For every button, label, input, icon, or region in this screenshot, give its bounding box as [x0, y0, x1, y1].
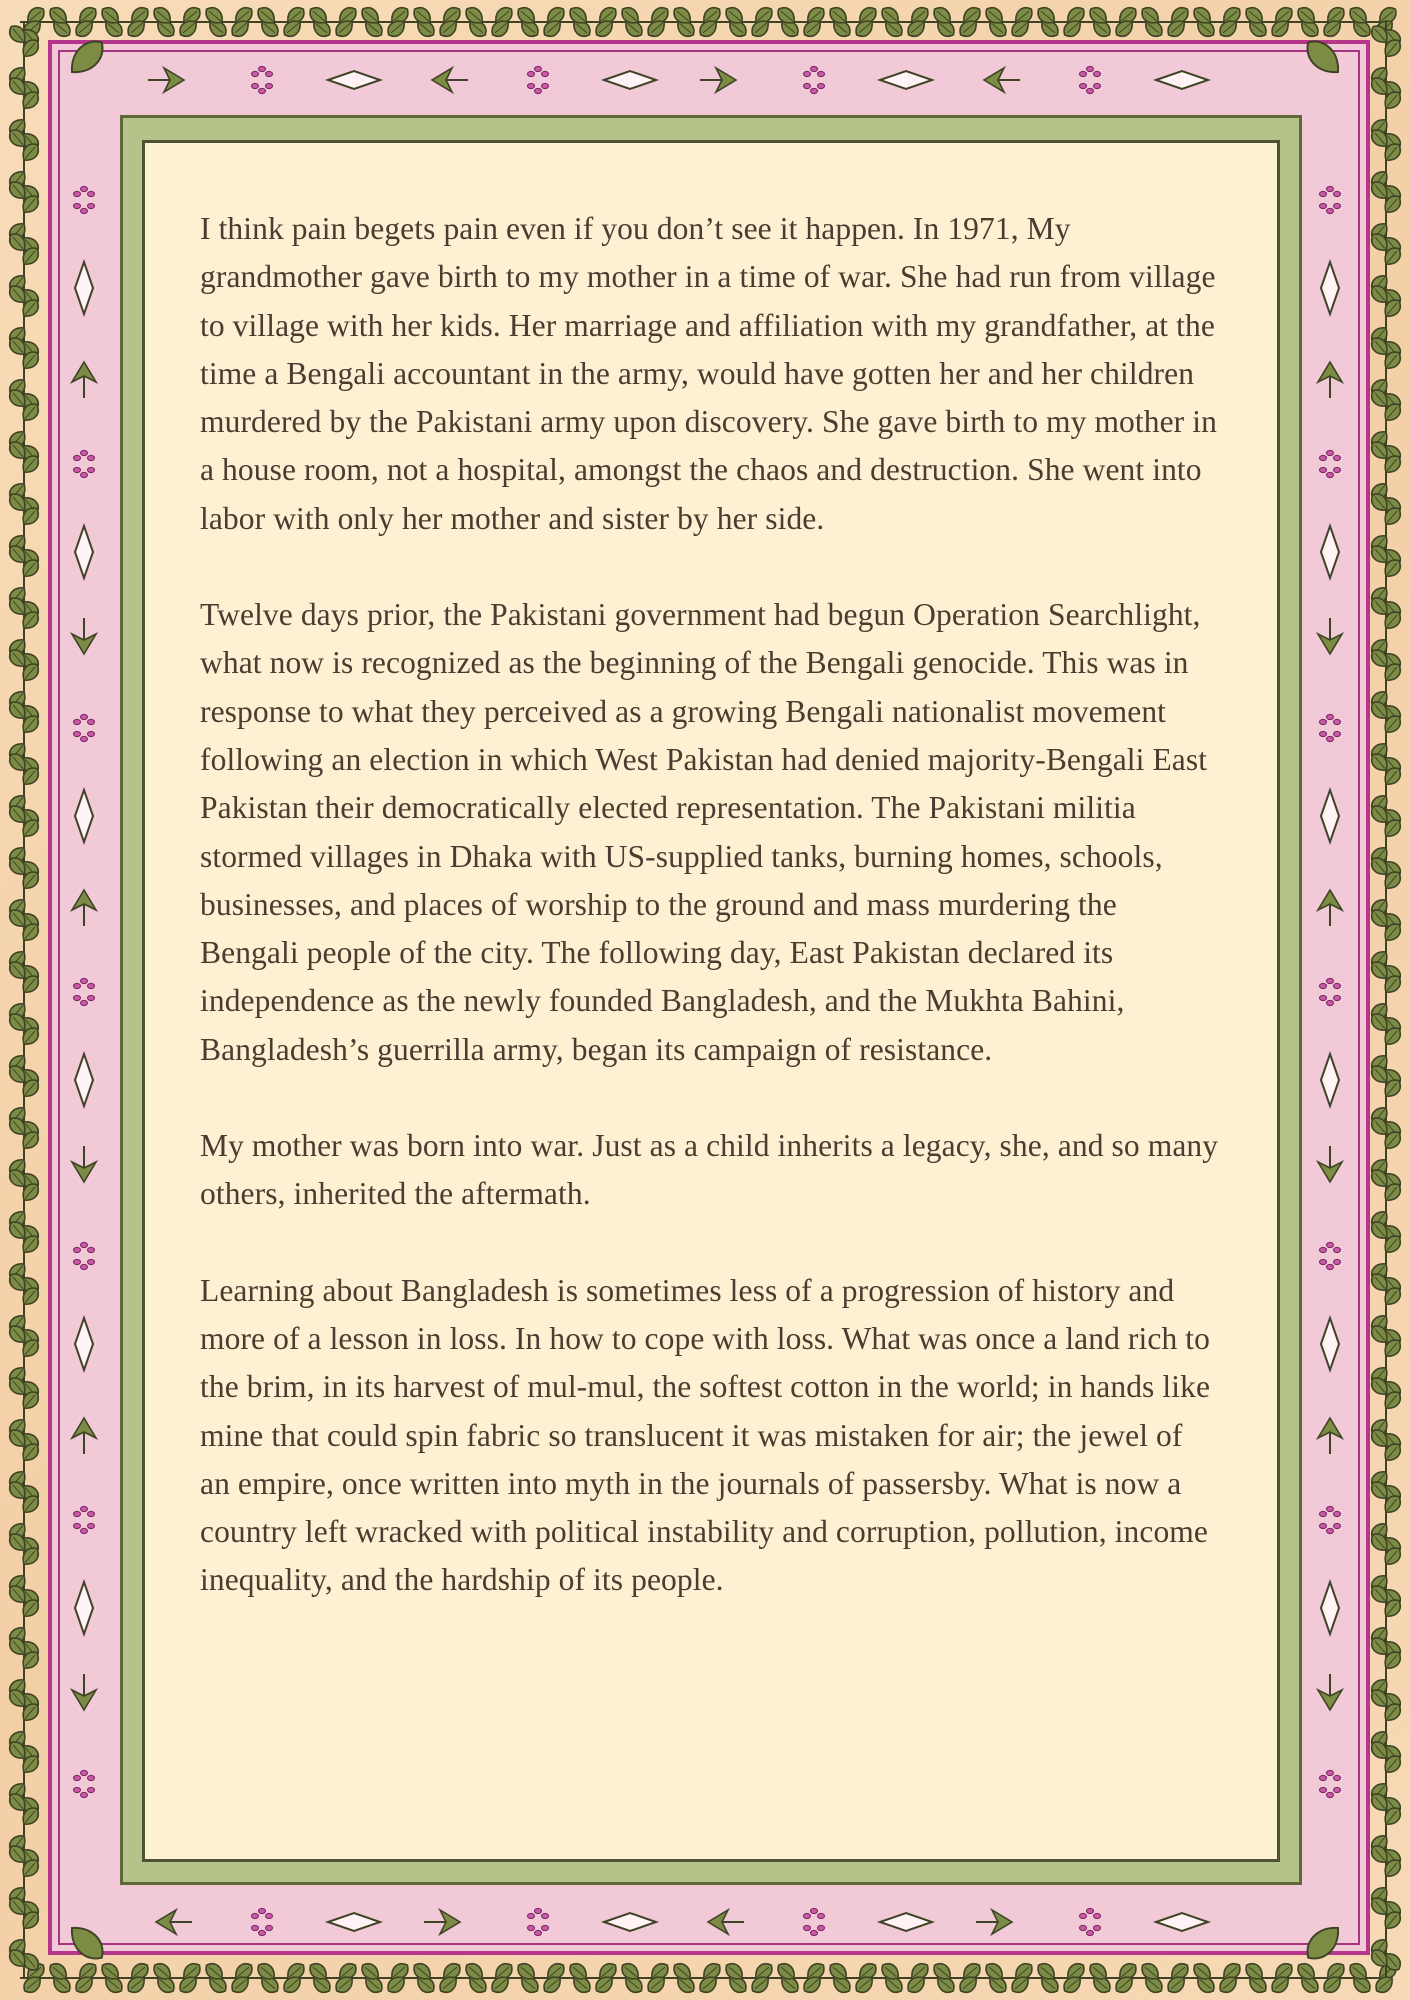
- four-petal-flower-icon: [1320, 186, 1341, 213]
- arrow-leaf-icon: [1318, 1418, 1342, 1454]
- arrow-leaf-icon: [1318, 890, 1342, 926]
- diamond-icon: [1321, 526, 1339, 578]
- essay-text: [200, 205, 1220, 1653]
- diamond-icon: [1321, 262, 1339, 314]
- arrow-leaf-icon: [72, 1418, 96, 1454]
- diamond-icon: [1321, 1054, 1339, 1106]
- arrow-leaf-icon: [1318, 1674, 1342, 1710]
- paragraph: Twelve days prior, the Pakistani government had begun Operation Searchlight, what now is recognized as the beginning of the Bengali genocide. This was in response to what they perceived as a growing Bengali nationalist movement following an election in which West Pakistan had denied majority-Bengali East Pakistan their democratically elected representation. The Pakistani militia stormed villages in Dhaka with US-supplied tanks, burning homes, schools, businesses, and places of worship to the ground and mass murdering the Bengali people of the city. The following day, East Pakistan declared its independence as the newly founded Bangladesh, and the Mukhta Bahini, Bangladesh’s guerrilla army, began its campaign of resistance.: [200, 597, 1208, 1067]
- diamond-icon: [75, 790, 93, 842]
- arrow-leaf-icon: [72, 1674, 96, 1710]
- corner-leaf-icon: [64, 1920, 110, 1966]
- four-petal-flower-icon: [74, 1242, 95, 1269]
- four-petal-flower-icon: [1080, 66, 1101, 93]
- four-petal-flower-icon: [804, 66, 825, 93]
- diamond-icon: [75, 1582, 93, 1634]
- diamond-icon: [75, 262, 93, 314]
- four-petal-flower-icon: [74, 1506, 95, 1533]
- arrow-leaf-icon: [984, 68, 1020, 92]
- four-petal-flower-icon: [1320, 1242, 1341, 1269]
- diamond-icon: [880, 71, 932, 89]
- diamond-icon: [328, 71, 380, 89]
- diamond-icon: [604, 71, 656, 89]
- four-petal-flower-icon: [74, 714, 95, 741]
- paragraph: Learning about Bangladesh is sometimes less of a progression of history and more of a lesson in loss. In how to cope with loss. What was once a land rich to the brim, in its harvest of mul-mul, the softest cotton in the world; in hands like mine that could spin fabric so translucent it was mistaken for air; the jewel of an empire, once written into myth in the journals of passersby. What is now a country left wracked with political instability and corruption, pollution, income inequality, and the hardship of its people.: [200, 1272, 1211, 1598]
- four-petal-flower-icon: [1320, 714, 1341, 741]
- diamond-icon: [1156, 1913, 1208, 1931]
- four-petal-flower-icon: [1320, 1770, 1341, 1797]
- diamond-icon: [1321, 1582, 1339, 1634]
- four-petal-flower-icon: [1320, 978, 1341, 1005]
- arrow-leaf-icon: [148, 68, 184, 92]
- arrow-leaf-icon: [72, 1146, 96, 1182]
- four-petal-flower-icon: [252, 66, 273, 93]
- arrow-leaf-icon: [976, 1910, 1012, 1934]
- arrow-leaf-icon: [1318, 362, 1342, 398]
- arrow-leaf-icon: [424, 1910, 460, 1934]
- diamond-icon: [328, 1913, 380, 1931]
- diamond-icon: [604, 1913, 656, 1931]
- four-petal-flower-icon: [804, 1908, 825, 1935]
- diamond-icon: [75, 1318, 93, 1370]
- four-petal-flower-icon: [1320, 450, 1341, 477]
- four-petal-flower-icon: [74, 1770, 95, 1797]
- arrow-leaf-icon: [432, 68, 468, 92]
- four-petal-flower-icon: [1320, 1506, 1341, 1533]
- four-petal-flower-icon: [74, 186, 95, 213]
- corner-leaf-icon: [1300, 1920, 1346, 1966]
- diamond-icon: [1156, 71, 1208, 89]
- four-petal-flower-icon: [74, 450, 95, 477]
- diamond-icon: [75, 526, 93, 578]
- arrow-leaf-icon: [708, 1910, 744, 1934]
- four-petal-flower-icon: [528, 1908, 549, 1935]
- arrow-leaf-icon: [72, 890, 96, 926]
- four-petal-flower-icon: [252, 1908, 273, 1935]
- four-petal-flower-icon: [1080, 1908, 1101, 1935]
- diamond-icon: [75, 1054, 93, 1106]
- four-petal-flower-icon: [528, 66, 549, 93]
- arrow-leaf-icon: [700, 68, 736, 92]
- arrow-leaf-icon: [1318, 618, 1342, 654]
- corner-leaf-icon: [64, 34, 110, 80]
- paragraph: My mother was born into war. Just as a child inherits a legacy, she, and so many others, inherited the aftermath.: [200, 1128, 1219, 1212]
- arrow-leaf-icon: [156, 1910, 192, 1934]
- diamond-icon: [1321, 790, 1339, 842]
- four-petal-flower-icon: [74, 978, 95, 1005]
- paragraph: I think pain begets pain even if you don’t see it happen. In 1971, My grandmother gave birth to my mother in a time of war. She had run from village to village with her kids. Her marriage and affiliation with my grandfather, at the time a Bengali accountant in the army, would have gotten her and her children murdered by the Pakistani army upon discovery. She gave birth to my mother in a house room, not a hospital, amongst the chaos and destruction. She went into labor with only her mother and sister by her side.: [200, 211, 1217, 536]
- corner-leaf-icon: [1300, 34, 1346, 80]
- arrow-leaf-icon: [72, 362, 96, 398]
- arrow-leaf-icon: [1318, 1146, 1342, 1182]
- diamond-icon: [1321, 1318, 1339, 1370]
- arrow-leaf-icon: [72, 618, 96, 654]
- diamond-icon: [880, 1913, 932, 1931]
